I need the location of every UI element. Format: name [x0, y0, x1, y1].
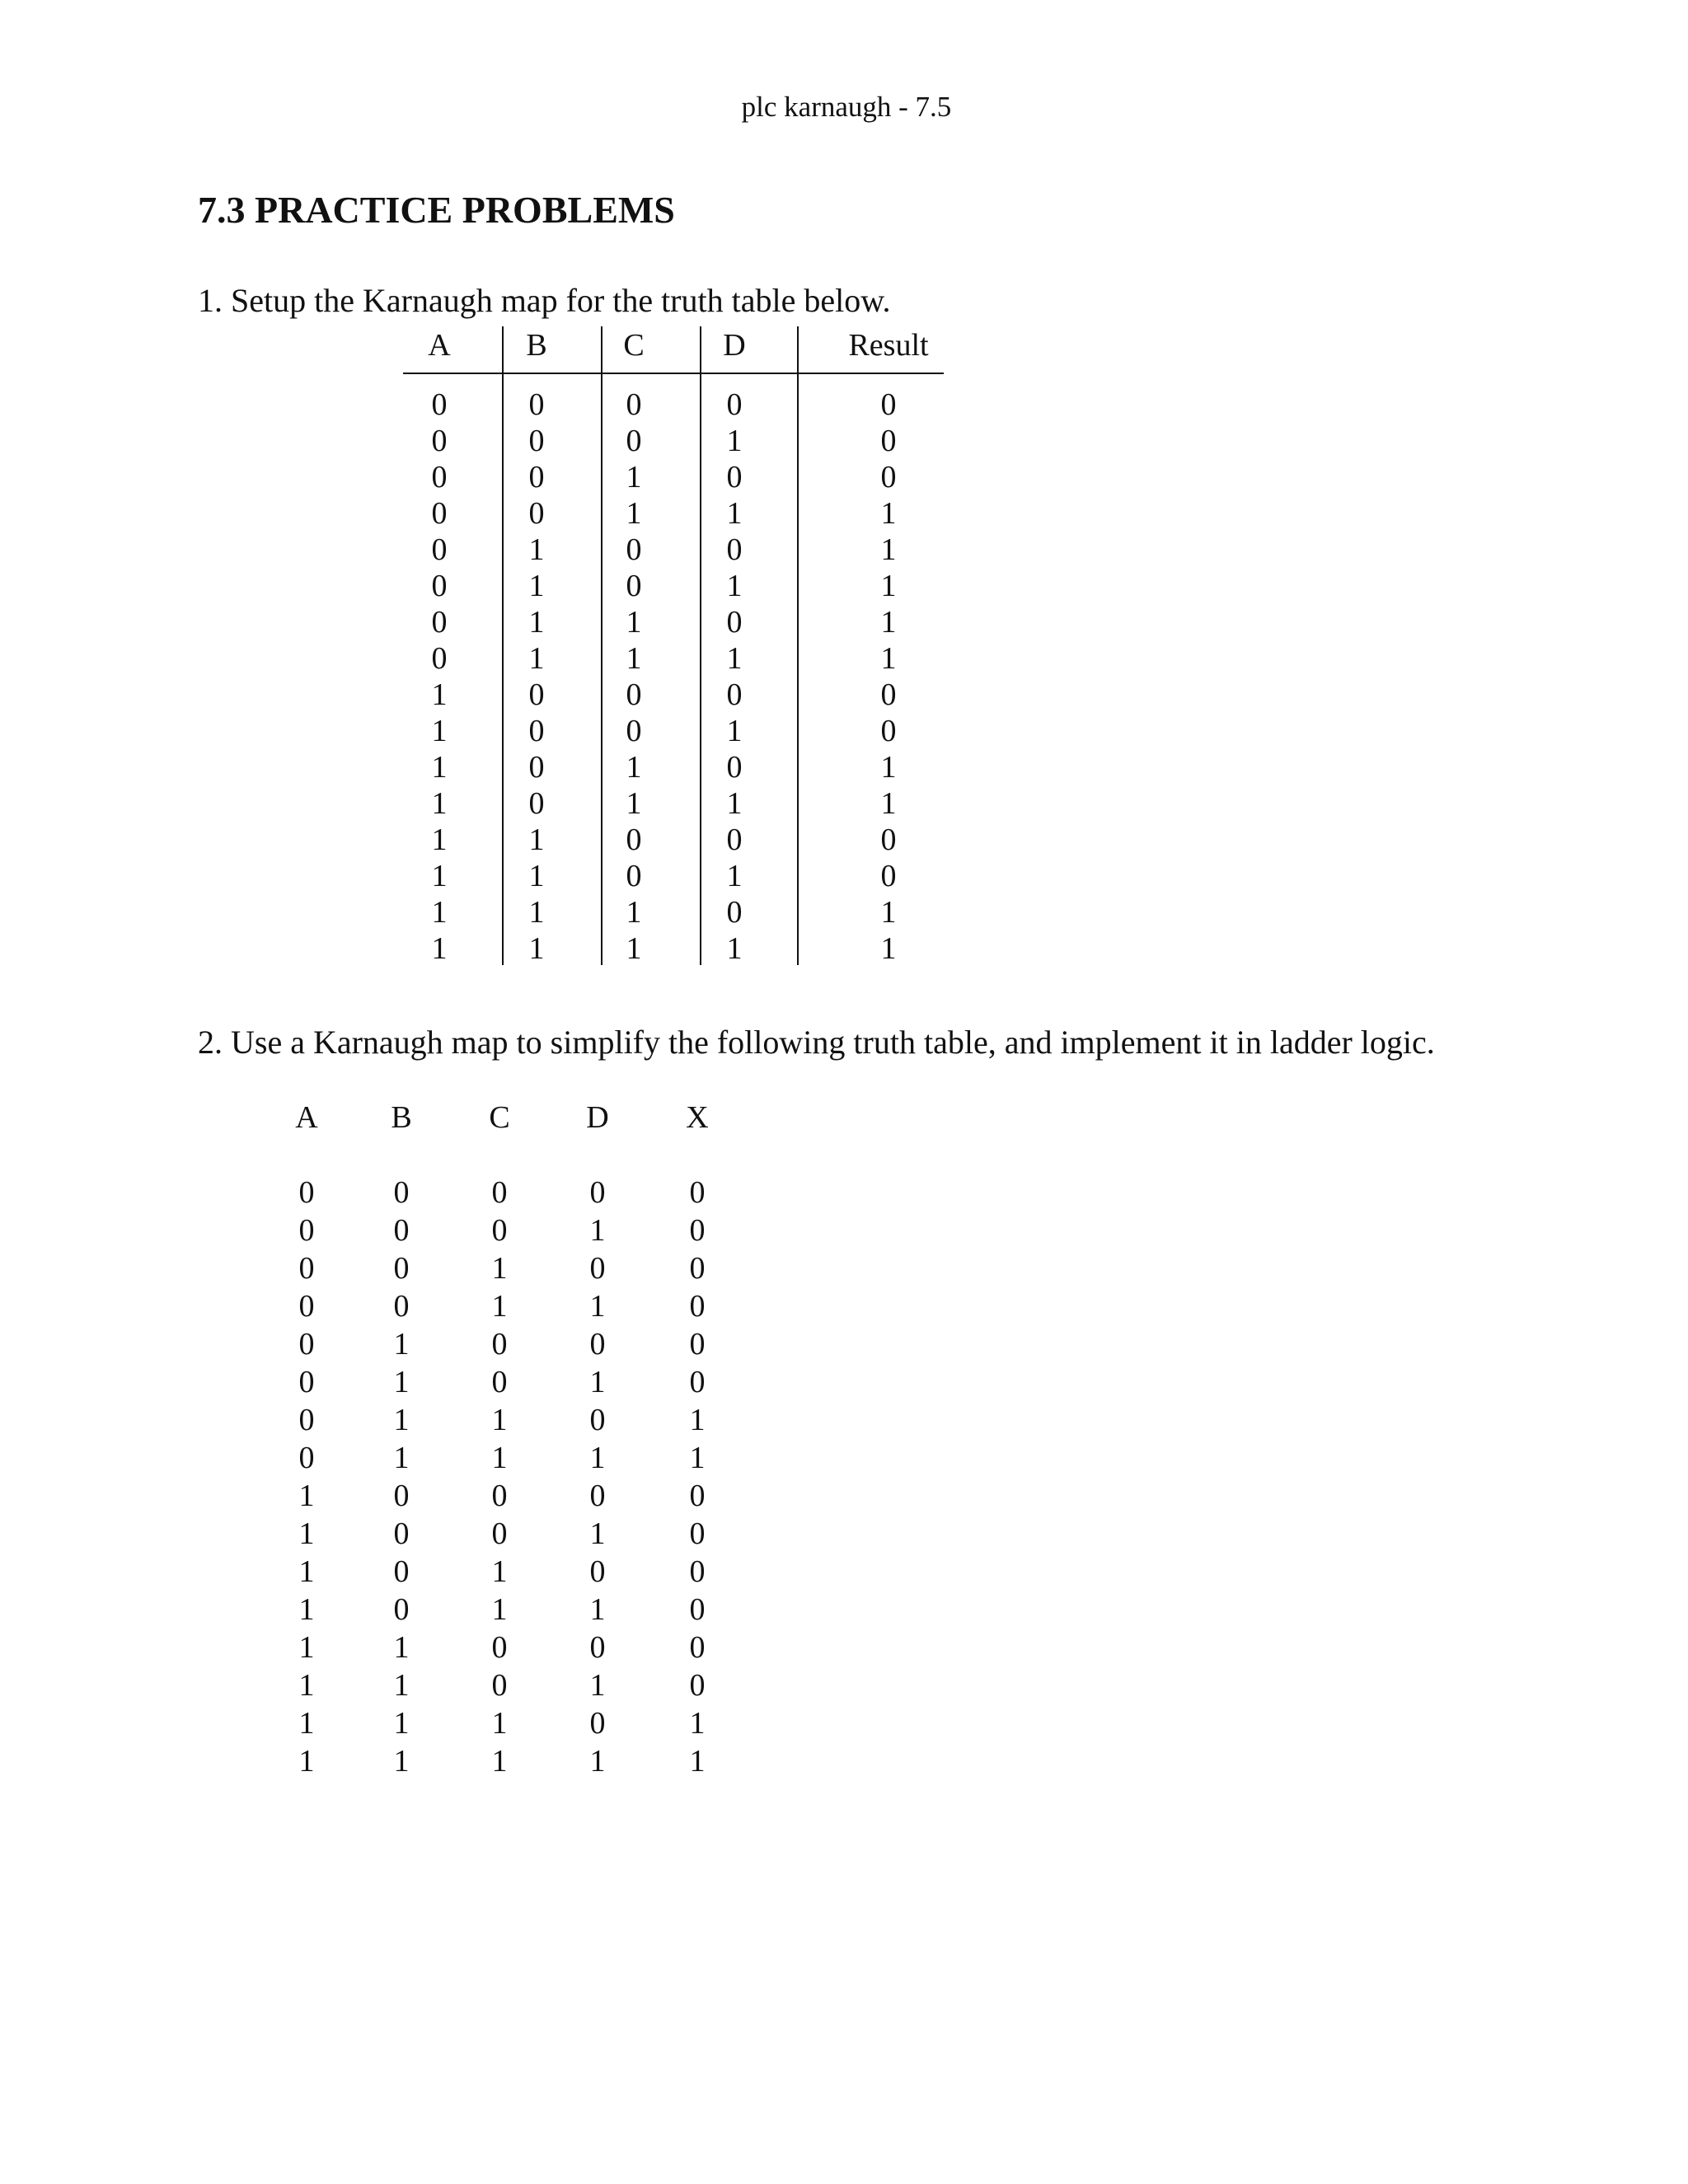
table2-cell: 0 [298, 1327, 315, 1361]
table1-cell: 0 [726, 895, 743, 930]
table2-cell: 1 [491, 1554, 508, 1589]
table1-cell: 1 [726, 714, 743, 748]
table2-cell: 1 [491, 1251, 508, 1286]
table1-cell: 0 [528, 714, 545, 748]
table1-cell: 1 [726, 931, 743, 966]
table2-header-b: B [391, 1100, 412, 1135]
table1-cell: 0 [726, 605, 743, 640]
table1-column-divider [797, 326, 799, 965]
table1-cell: 1 [880, 641, 897, 676]
table2-cell: 0 [689, 1668, 706, 1703]
section-title: 7.3 PRACTICE PROBLEMS [198, 189, 675, 231]
table2-cell: 1 [298, 1479, 315, 1513]
table1-cell: 1 [528, 569, 545, 603]
table2-cell: 1 [491, 1289, 508, 1324]
problem-2-text: 2. Use a Karnaugh map to simplify the following truth table, and implement it in ladder logic. [198, 1024, 1435, 1061]
table1-cell: 0 [528, 424, 545, 458]
table2-cell: 0 [298, 1175, 315, 1210]
table1-cell: 0 [880, 460, 897, 494]
table2-cell: 0 [393, 1251, 410, 1286]
table1-cell: 1 [726, 496, 743, 531]
table2-header-a: A [295, 1100, 318, 1135]
problem-1-text: 1. Setup the Karnaugh map for the truth table below. [198, 282, 891, 319]
table2-cell: 1 [589, 1668, 606, 1703]
table2-cell: 0 [589, 1554, 606, 1589]
table2-cell: 1 [298, 1706, 315, 1741]
table1-cell: 0 [528, 496, 545, 531]
table1-cell: 0 [880, 859, 897, 893]
table1-cell: 1 [726, 786, 743, 821]
table1-cell: 0 [626, 823, 642, 857]
table1-cell: 1 [726, 859, 743, 893]
table2-cell: 1 [491, 1744, 508, 1779]
table1-cell: 1 [528, 931, 545, 966]
table1-cell: 1 [528, 859, 545, 893]
table2-cell: 0 [589, 1327, 606, 1361]
table1-cell: 0 [626, 424, 642, 458]
table2-cell: 0 [393, 1213, 410, 1248]
table2-cell: 1 [491, 1592, 508, 1627]
table1-cell: 1 [626, 641, 642, 676]
table2-cell: 1 [298, 1630, 315, 1665]
table1-cell: 1 [431, 714, 448, 748]
table2-cell: 1 [689, 1744, 706, 1779]
table1-cell: 0 [431, 605, 448, 640]
table1-cell: 0 [880, 387, 897, 422]
table2-cell: 0 [393, 1592, 410, 1627]
table1-cell: 1 [431, 859, 448, 893]
table1-cell: 0 [528, 460, 545, 494]
table2-cell: 0 [689, 1516, 706, 1551]
table2-cell: 1 [298, 1592, 315, 1627]
table1-cell: 1 [880, 496, 897, 531]
table1-cell: 1 [431, 895, 448, 930]
table1-header-d: D [723, 328, 746, 363]
table1-cell: 1 [626, 605, 642, 640]
table2-header-c: C [489, 1100, 510, 1135]
table2-cell: 0 [689, 1592, 706, 1627]
table1-cell: 0 [528, 786, 545, 821]
table1-cell: 1 [626, 460, 642, 494]
table2-cell: 1 [689, 1706, 706, 1741]
table1-cell: 0 [528, 387, 545, 422]
table2-cell: 0 [689, 1213, 706, 1248]
table1-cell: 1 [431, 931, 448, 966]
table2-cell: 0 [298, 1213, 315, 1248]
table2-cell: 0 [393, 1175, 410, 1210]
table1-cell: 0 [726, 750, 743, 785]
table1-cell: 1 [880, 931, 897, 966]
table2-cell: 0 [589, 1630, 606, 1665]
table1-header-b: B [526, 328, 547, 363]
table2-cell: 1 [393, 1744, 410, 1779]
table2-cell: 1 [589, 1289, 606, 1324]
table1-cell: 0 [431, 641, 448, 676]
table2-cell: 0 [298, 1403, 315, 1437]
table1-cell: 1 [626, 496, 642, 531]
table2-cell: 0 [298, 1441, 315, 1475]
table2-cell: 1 [689, 1403, 706, 1437]
table2-cell: 0 [689, 1554, 706, 1589]
table1-cell: 0 [880, 677, 897, 712]
table1-cell: 0 [431, 496, 448, 531]
table1-cell: 1 [880, 605, 897, 640]
table2-cell: 1 [589, 1441, 606, 1475]
table1-cell: 0 [726, 677, 743, 712]
table2-cell: 0 [491, 1516, 508, 1551]
table1-cell: 0 [431, 387, 448, 422]
table2-cell: 1 [491, 1403, 508, 1437]
table2-cell: 1 [393, 1630, 410, 1665]
table2-cell: 0 [298, 1289, 315, 1324]
table1-cell: 1 [528, 823, 545, 857]
table2-cell: 1 [393, 1441, 410, 1475]
table1-column-divider [601, 326, 603, 965]
table2-cell: 1 [298, 1668, 315, 1703]
table2-cell: 1 [393, 1706, 410, 1741]
table1-cell: 1 [431, 786, 448, 821]
table1-cell: 1 [880, 532, 897, 567]
table2-cell: 0 [491, 1668, 508, 1703]
table2-cell: 0 [689, 1175, 706, 1210]
table2-cell: 0 [298, 1251, 315, 1286]
table1-cell: 1 [726, 424, 743, 458]
table1-cell: 0 [880, 823, 897, 857]
table2-cell: 0 [491, 1327, 508, 1361]
table1-header-result: Result [848, 328, 929, 363]
table2-cell: 0 [491, 1365, 508, 1399]
table2-cell: 0 [589, 1175, 606, 1210]
table1-cell: 0 [880, 424, 897, 458]
table1-cell: 1 [431, 750, 448, 785]
table2-cell: 1 [491, 1706, 508, 1741]
table2-cell: 0 [393, 1554, 410, 1589]
table1-cell: 0 [626, 532, 642, 567]
table2-cell: 0 [393, 1516, 410, 1551]
table1-cell: 1 [880, 569, 897, 603]
table1-cell: 1 [880, 786, 897, 821]
table2-cell: 0 [689, 1630, 706, 1665]
table1-cell: 1 [528, 895, 545, 930]
table1-cell: 1 [528, 641, 545, 676]
table1-cell: 0 [726, 387, 743, 422]
table1-cell: 0 [626, 569, 642, 603]
table2-cell: 0 [298, 1365, 315, 1399]
truth-table-1 [0, 0, 1688, 989]
table2-cell: 1 [298, 1554, 315, 1589]
table1-header-rule [403, 373, 944, 374]
table2-cell: 0 [689, 1251, 706, 1286]
table1-cell: 1 [626, 786, 642, 821]
table1-cell: 1 [528, 532, 545, 567]
table1-cell: 1 [726, 569, 743, 603]
table1-cell: 0 [626, 859, 642, 893]
page-header: plc karnaugh - 7.5 [741, 91, 952, 123]
table2-cell: 1 [393, 1668, 410, 1703]
table2-cell: 0 [689, 1479, 706, 1513]
table2-cell: 0 [491, 1479, 508, 1513]
table1-cell: 0 [726, 532, 743, 567]
table2-cell: 1 [689, 1441, 706, 1475]
table1-header-c: C [623, 328, 645, 363]
table2-cell: 1 [589, 1213, 606, 1248]
table1-cell: 0 [431, 460, 448, 494]
table1-column-divider [502, 326, 504, 965]
table2-cell: 0 [393, 1479, 410, 1513]
table2-cell: 1 [589, 1592, 606, 1627]
table2-cell: 0 [689, 1289, 706, 1324]
table1-cell: 0 [431, 532, 448, 567]
table1-cell: 0 [626, 714, 642, 748]
table1-cell: 0 [880, 714, 897, 748]
table2-cell: 1 [589, 1744, 606, 1779]
table1-cell: 1 [431, 823, 448, 857]
table2-cell: 1 [589, 1516, 606, 1551]
table2-cell: 1 [491, 1441, 508, 1475]
table1-column-divider [700, 326, 701, 965]
table1-cell: 1 [528, 605, 545, 640]
table1-cell: 0 [726, 460, 743, 494]
table1-header-a: A [428, 328, 451, 363]
table2-cell: 1 [393, 1365, 410, 1399]
table1-cell: 0 [726, 823, 743, 857]
table1-cell: 1 [626, 895, 642, 930]
table2-cell: 0 [589, 1403, 606, 1437]
table1-cell: 1 [626, 931, 642, 966]
table2-cell: 0 [491, 1175, 508, 1210]
table2-cell: 0 [393, 1289, 410, 1324]
table1-cell: 1 [431, 677, 448, 712]
table2-cell: 1 [589, 1365, 606, 1399]
table1-cell: 1 [726, 641, 743, 676]
table2-cell: 0 [689, 1327, 706, 1361]
table1-cell: 0 [431, 424, 448, 458]
table1-cell: 1 [880, 895, 897, 930]
table2-cell: 0 [491, 1213, 508, 1248]
table2-cell: 0 [589, 1706, 606, 1741]
table2-cell: 0 [491, 1630, 508, 1665]
table2-cell: 1 [393, 1403, 410, 1437]
table2-header-d: D [586, 1100, 609, 1135]
table1-cell: 0 [528, 750, 545, 785]
table1-cell: 0 [528, 677, 545, 712]
table1-cell: 1 [626, 750, 642, 785]
table1-cell: 0 [626, 677, 642, 712]
table2-cell: 1 [298, 1516, 315, 1551]
table1-cell: 0 [626, 387, 642, 422]
table2-header-x: X [686, 1100, 709, 1135]
table2-cell: 0 [689, 1365, 706, 1399]
table2-cell: 0 [589, 1479, 606, 1513]
table1-cell: 1 [880, 750, 897, 785]
table2-cell: 1 [298, 1744, 315, 1779]
table2-cell: 0 [589, 1251, 606, 1286]
table1-cell: 0 [431, 569, 448, 603]
table2-cell: 1 [393, 1327, 410, 1361]
